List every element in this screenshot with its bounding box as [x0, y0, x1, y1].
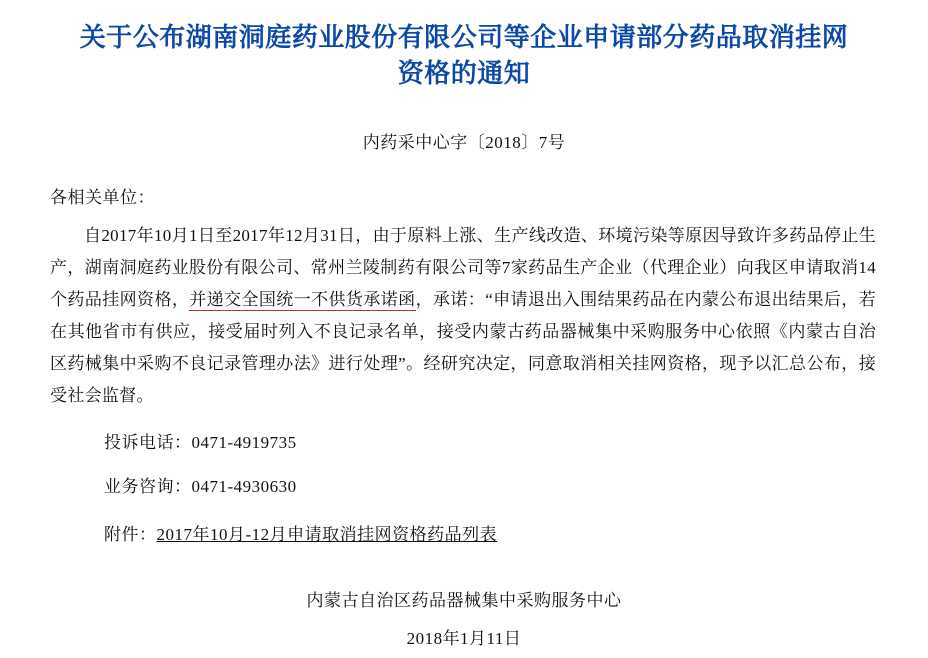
issuer-name: 内蒙古自治区药品器械集中采购服务中心 — [306, 591, 622, 610]
body-text-part1: 自2017年10月1日至2017年12月31日，由于原料上涨、生产线改造、环境污染等原因导致许多药品停止生产，湖南洞庭药业股份有限公司、常州兰陵制药有限公司等7家药品生产企业（代理企业）向我区申请取消14个药品挂网资格， — [50, 226, 876, 309]
complaint-phone-line — [104, 428, 882, 458]
issue-date: 2018年1月11日 — [406, 629, 522, 648]
attachment-line — [104, 520, 882, 550]
page-title: 关于公布湖南洞庭药业股份有限公司等企业申请部分药品取消挂网资格的通知 — [79, 23, 849, 88]
document-number: 内药采中心字〔2018〕7号 — [362, 133, 566, 152]
attachment-link[interactable]: 2017年10月-12月申请取消挂网资格药品列表 — [156, 525, 498, 544]
business-phone-value: 0471-4930630 — [191, 477, 297, 496]
body-text-underlined: 并递交全国统一不供货承诺函 — [189, 290, 416, 309]
attachment-label: 附件： — [104, 525, 157, 544]
body-text-part2: ，承诺：“申请退出入围结果药品在内蒙公布退出结果后，若在其他省市有供应，接受届时列入不良记录名单，接受内蒙古药品器械集中采购服务中心依照《内蒙古自治区药械集中采购不良记录管理办法》进行处理”。经研究决定，同意取消相关挂网资格，现予以汇总公布，接受社会监督。 — [50, 290, 876, 405]
complaint-phone-label: 投诉电话： — [104, 433, 192, 452]
salutation: 各相关单位： — [50, 188, 155, 207]
business-phone-label: 业务咨询： — [104, 477, 192, 496]
business-phone-line — [104, 472, 882, 502]
body-paragraph — [50, 220, 876, 412]
complaint-phone-value: 0471-4919735 — [191, 433, 297, 452]
